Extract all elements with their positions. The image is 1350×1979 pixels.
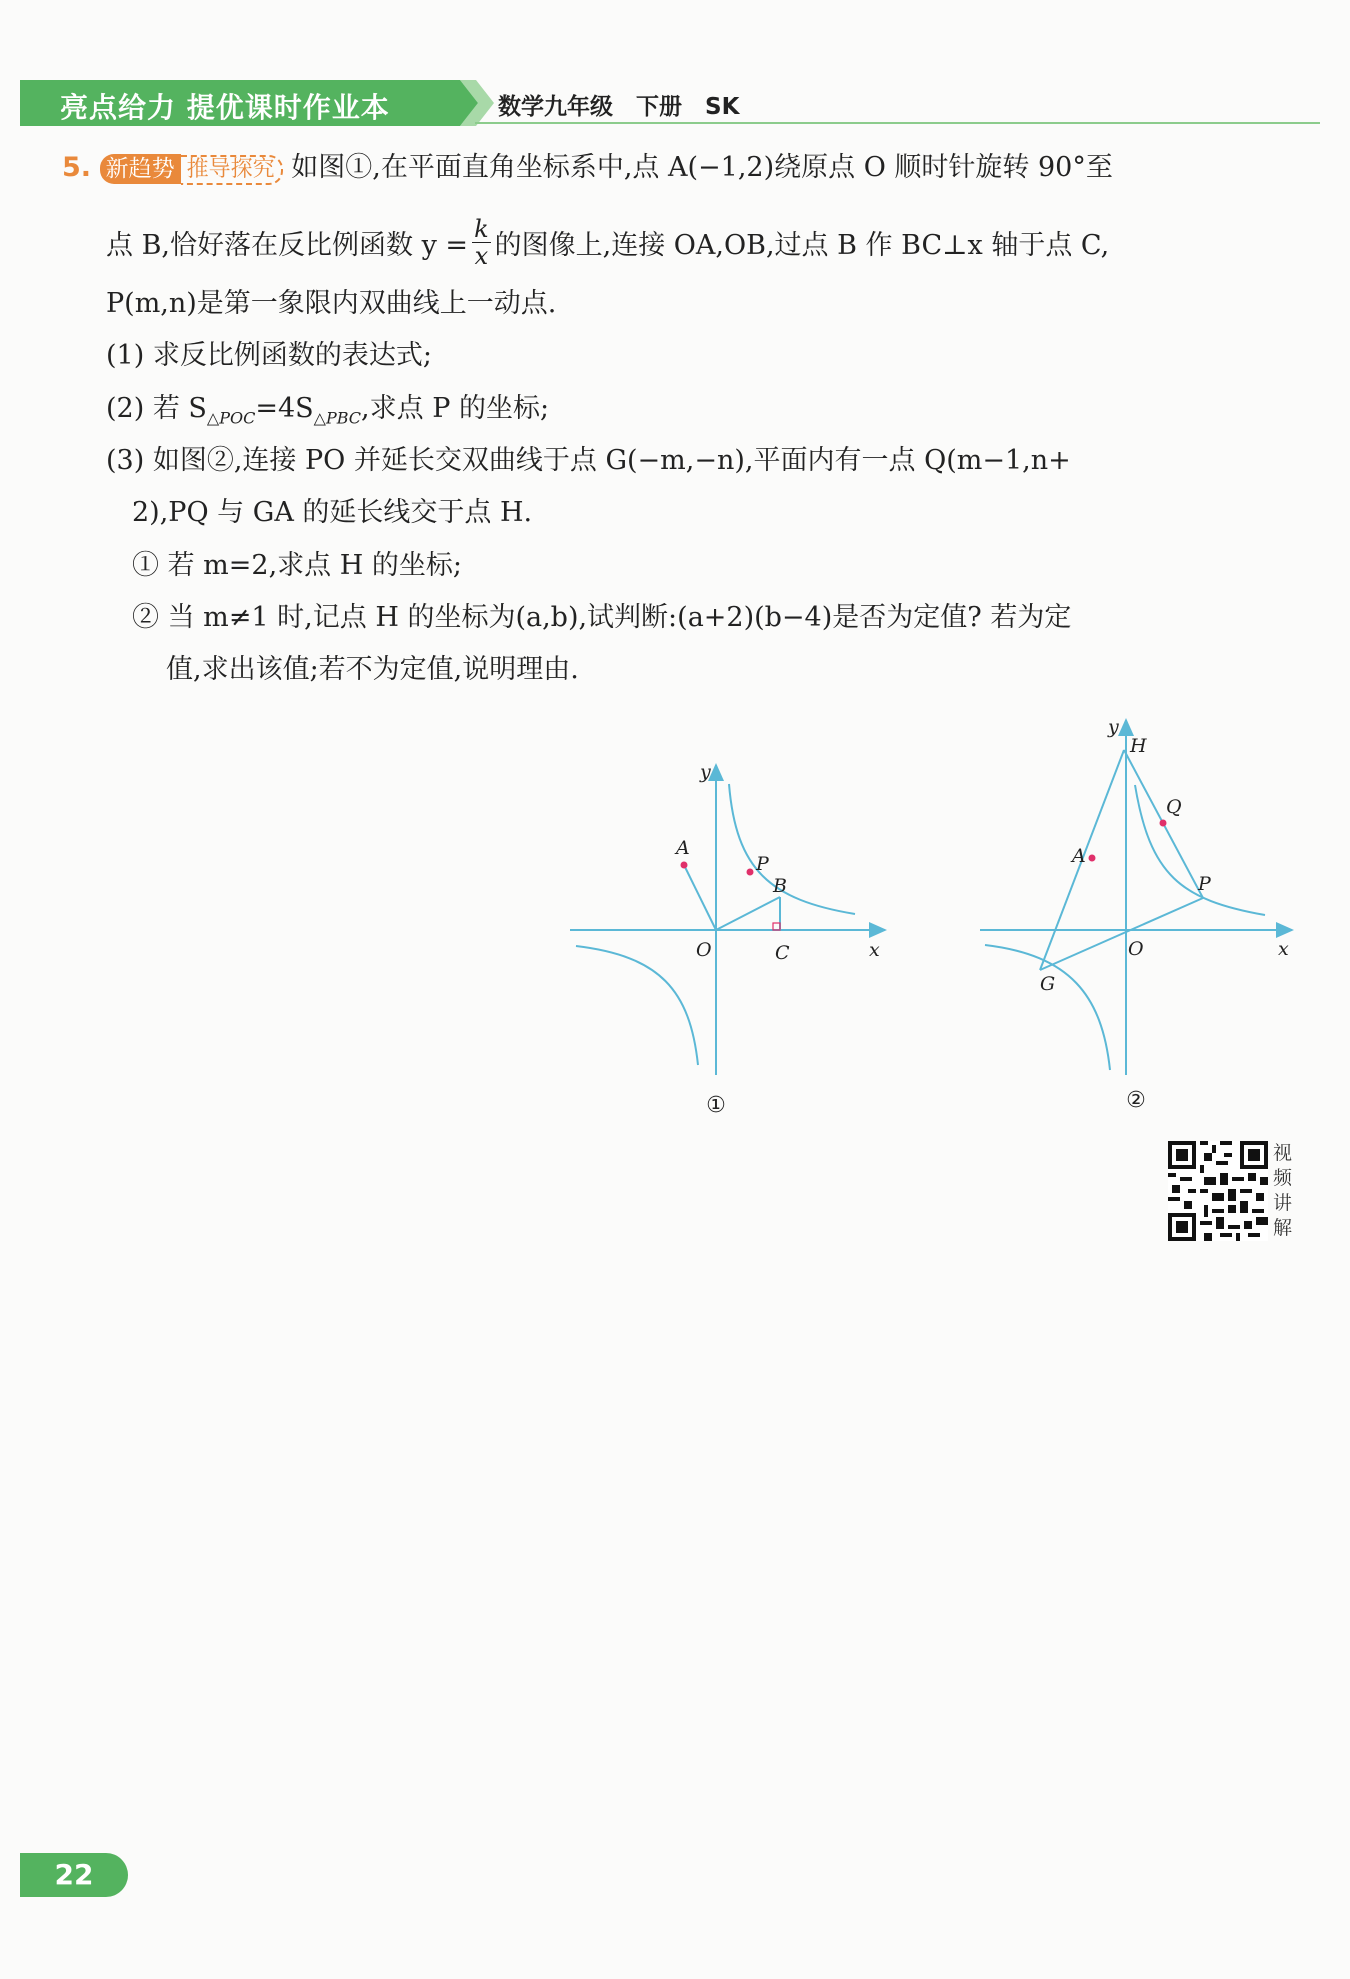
tag-new-trend: 新趋势 bbox=[100, 154, 181, 184]
figure-2-caption: ② bbox=[1126, 1088, 1146, 1113]
q2-text-b: =4S bbox=[255, 393, 314, 424]
tag-derivation: 推导探究 bbox=[181, 155, 283, 185]
segment-OA bbox=[684, 865, 716, 930]
label-x: x bbox=[869, 939, 880, 961]
q2-text-a: (2) 若 S bbox=[106, 393, 207, 424]
subject-grade: 数学九年级 下册 SK bbox=[498, 94, 740, 120]
label-A: A bbox=[676, 837, 690, 859]
label-B: B bbox=[773, 875, 787, 897]
label-y: y bbox=[700, 761, 711, 783]
problem-text-1: 如图①,在平面直角坐标系中,点 A(−1,2)绕原点 O 顺时针旋转 90°至 bbox=[291, 152, 1113, 183]
problem-line-1 bbox=[62, 152, 1113, 185]
figure-2 bbox=[980, 715, 1300, 1125]
fraction-denominator: x bbox=[474, 242, 489, 270]
point-A bbox=[681, 862, 688, 869]
label-Q: Q bbox=[1166, 796, 1182, 818]
point-A bbox=[1089, 855, 1096, 862]
sub-question-3-part-1: ① 若 m=2,求点 H 的坐标; bbox=[132, 550, 462, 581]
figure-1 bbox=[570, 760, 900, 1120]
qr-label-char: 视 bbox=[1273, 1142, 1293, 1164]
problem-text-2a: 点 B,恰好落在反比例函数 y = bbox=[106, 230, 469, 261]
q2-subscript-pbc: △PBC bbox=[313, 408, 362, 428]
q2-subscript-poc: △POC bbox=[206, 408, 256, 428]
label-H: H bbox=[1130, 735, 1147, 757]
label-C: C bbox=[775, 942, 790, 964]
fraction-k-over-x bbox=[472, 216, 491, 269]
hyperbola-branch-q3 bbox=[576, 946, 698, 1065]
sub-question-3-part-2-line-1: ② 当 m≠1 时,记点 H 的坐标为(a,b),试判断:(a+2)(b−4)是否为定值? 若为定 bbox=[132, 602, 1072, 633]
problem-text-2b: 的图像上,连接 OA,OB,过点 B 作 BC⊥x 轴于点 C, bbox=[494, 230, 1110, 261]
qr-label-char: 讲 bbox=[1273, 1192, 1293, 1214]
problem-line-3: P(m,n)是第一象限内双曲线上一动点. bbox=[106, 288, 557, 319]
hyperbola-branch-q1 bbox=[1135, 785, 1265, 915]
label-P: P bbox=[1198, 873, 1211, 895]
label-O: O bbox=[1128, 938, 1144, 960]
q2-text-c: ,求点 P 的坐标; bbox=[361, 393, 550, 424]
book-title: 亮点给力 提优课时作业本 bbox=[60, 91, 390, 124]
label-x: x bbox=[1278, 938, 1289, 960]
hyperbola-branch-q3 bbox=[985, 945, 1110, 1070]
label-y: y bbox=[1108, 716, 1119, 738]
qr-label-char: 解 bbox=[1273, 1217, 1293, 1239]
qr-label-char: 频 bbox=[1273, 1167, 1293, 1189]
point-Q bbox=[1160, 820, 1167, 827]
sub-question-3-part-2-line-2: 值,求出该值;若不为定值,说明理由. bbox=[166, 654, 579, 685]
label-O: O bbox=[696, 939, 712, 961]
label-G: G bbox=[1040, 973, 1056, 995]
point-P bbox=[747, 869, 754, 876]
header-divider bbox=[475, 122, 1320, 124]
hyperbola-branch-q1 bbox=[729, 784, 855, 914]
sub-question-1: (1) 求反比例函数的表达式; bbox=[106, 340, 432, 371]
page-header bbox=[20, 80, 1320, 126]
sub-question-3-line-1: (3) 如图②,连接 PO 并延长交双曲线于点 G(−m,−n),平面内有一点 Q(m−1,n+ bbox=[106, 445, 1071, 476]
qr-code-icon[interactable] bbox=[1168, 1141, 1268, 1241]
label-A: A bbox=[1072, 845, 1086, 867]
sub-question-2 bbox=[106, 393, 549, 434]
segment-OB bbox=[716, 897, 780, 930]
problem-number: 5. bbox=[62, 152, 92, 183]
segment-GP bbox=[1040, 898, 1203, 970]
page-number: 22 bbox=[20, 1853, 128, 1897]
sub-question-3-line-2: 2),PQ 与 GA 的延长线交于点 H. bbox=[132, 497, 533, 528]
qr-label bbox=[1273, 1141, 1297, 1241]
right-angle-mark bbox=[773, 923, 780, 930]
problem-line-2 bbox=[106, 215, 1110, 273]
fraction-numerator: k bbox=[474, 215, 489, 243]
figure-1-caption: ① bbox=[706, 1093, 726, 1118]
label-P: P bbox=[756, 853, 769, 875]
